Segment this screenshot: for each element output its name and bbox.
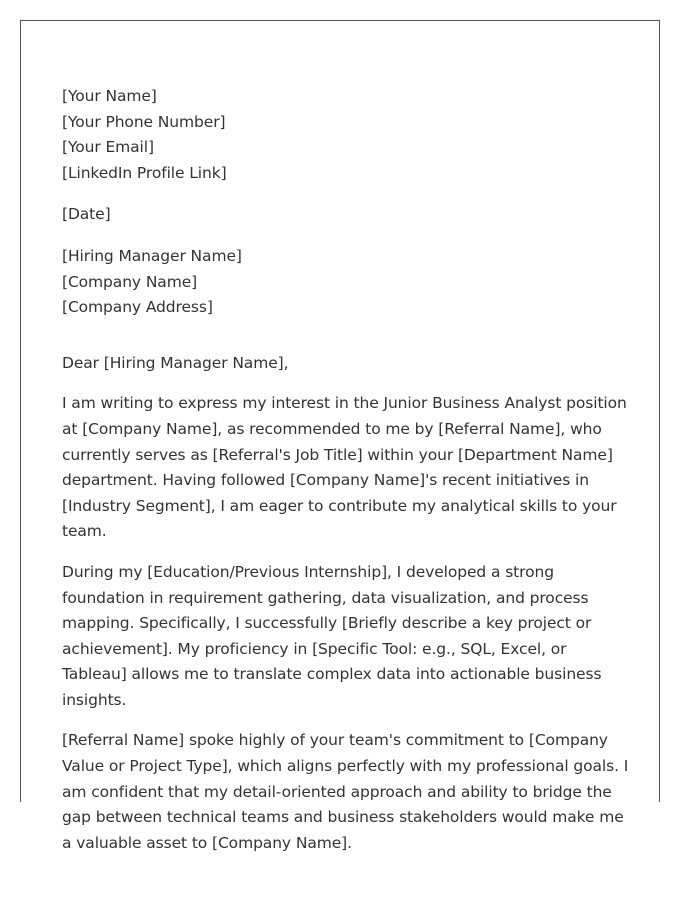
letter-content <box>62 84 632 856</box>
salutation: Dear [Hiring Manager Name], <box>62 353 289 372</box>
sender-linkedin: [LinkedIn Profile Link] <box>62 163 227 182</box>
sender-block <box>62 84 632 186</box>
letter-date: [Date] <box>62 205 111 224</box>
date-block <box>62 202 632 228</box>
sender-name: [Your Name] <box>62 87 157 105</box>
recipient-address: [Company Address] <box>62 298 213 317</box>
recipient-block <box>62 244 632 321</box>
body-paragraph-2: During my [Education/Previous Internship], I developed a strong foundation in requirement gathering, data visualization, and process mapping. Specifically, I successfully [Briefly describe a key project or achievement]. My proficiency in [Specific Tool: e.g., SQL, Excel, or Tableau] allows me to translate complex data into actionable business insights. <box>62 562 602 709</box>
recipient-company: [Company Name] <box>62 272 198 291</box>
sender-email: [Your Email] <box>62 138 154 157</box>
sender-phone: [Your Phone Number] <box>62 112 226 131</box>
body-paragraph-1: I am writing to express my interest in the Junior Business Analyst position at [Company Name], as recommended to me by [Referral Name], who currently serves as [Referral's Job Title] within your [Department Name] department. Having followed [Company Name]'s recent initiatives in [Industry Segment], I am eager to contribute my analytical skills to your team. <box>62 394 627 541</box>
letter-page <box>20 20 660 852</box>
recipient-name: [Hiring Manager Name] <box>62 246 242 265</box>
salutation-block <box>62 351 632 377</box>
body-paragraph-3: [Referral Name] spoke highly of your team's commitment to [Company Value or Project Type], which aligns perfectly with my professional goals. I am confident that my detail-oriented approach and ability to bridge the gap between technical teams and business stakeholders would make me a valuable asset to [Company Name]. <box>62 731 629 852</box>
